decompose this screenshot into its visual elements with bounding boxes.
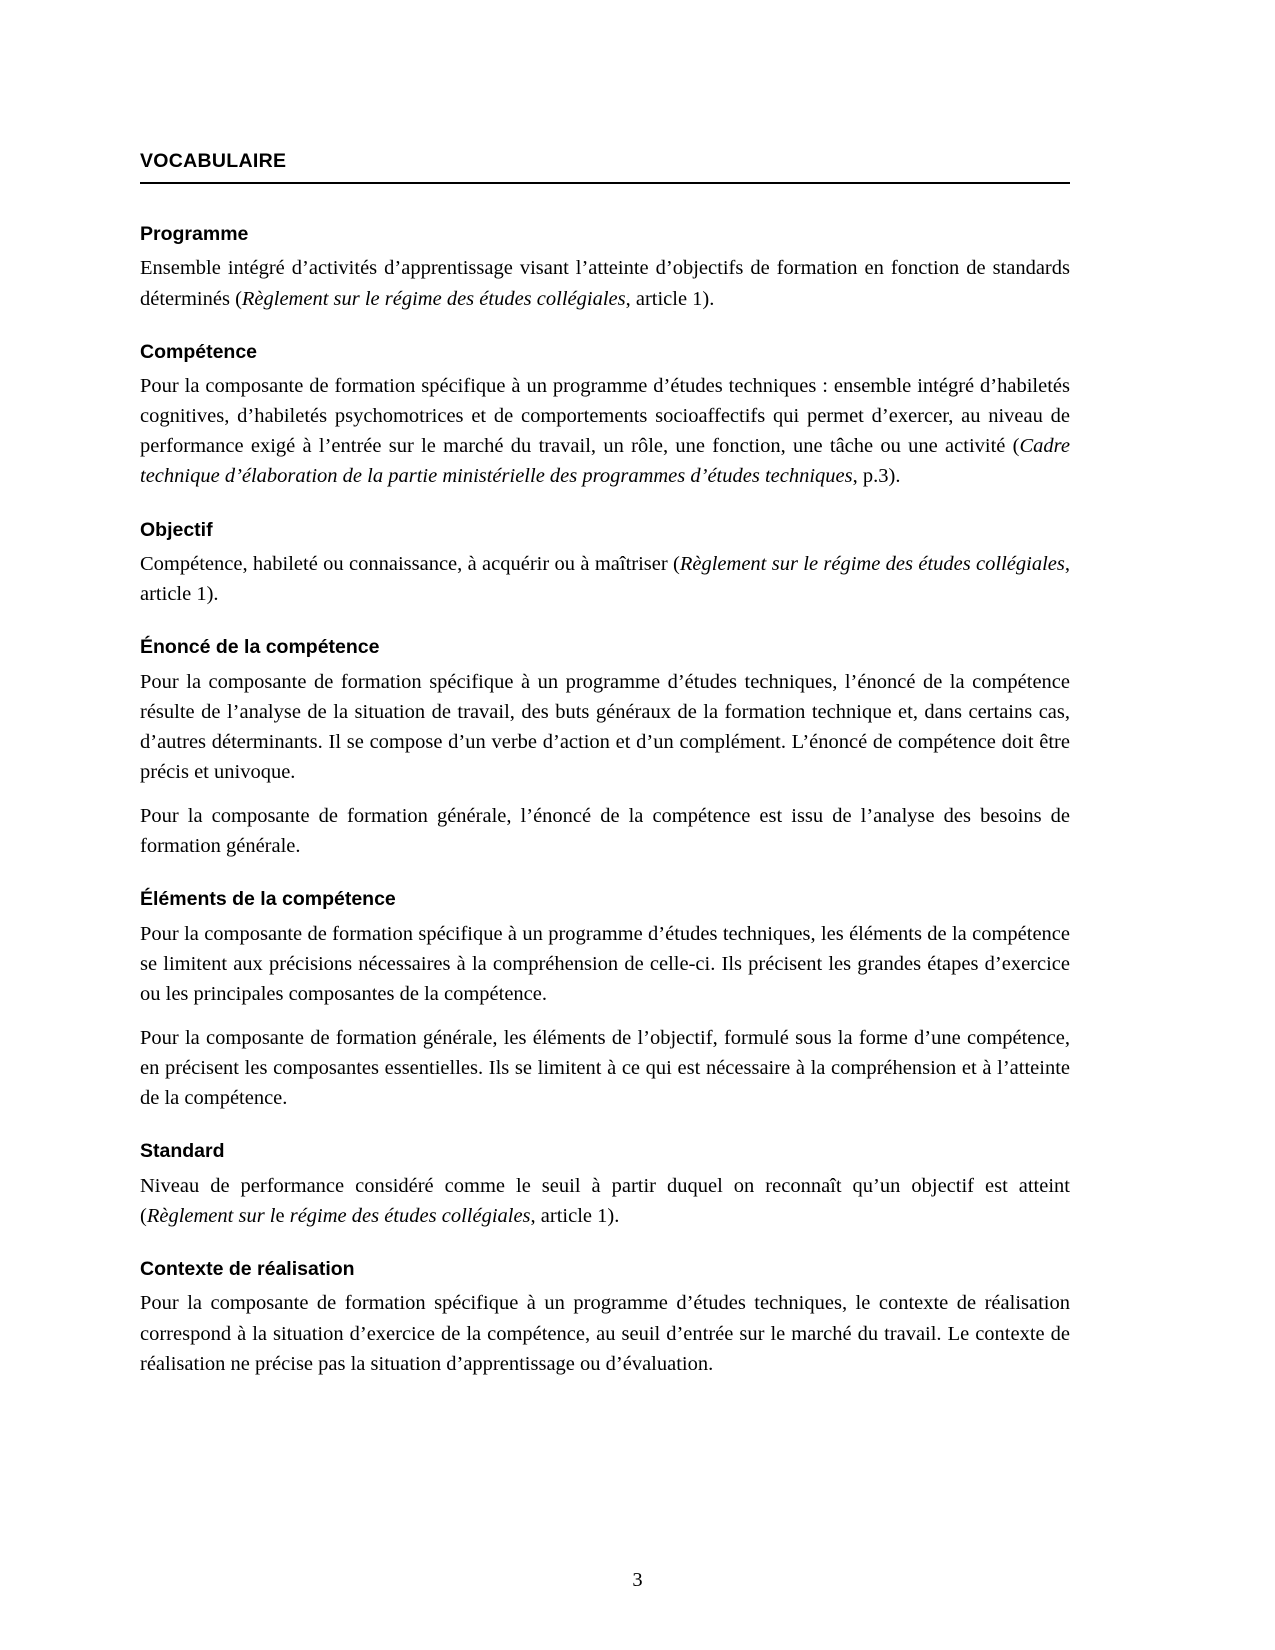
vocabulary-section: [140, 635, 1070, 861]
section-paragraph: [140, 1288, 1070, 1378]
document-body: [140, 222, 1070, 1379]
vocabulary-section: [140, 1257, 1070, 1379]
citation-text: Règlement sur le régime des études collégiales: [241, 287, 626, 310]
section-heading: Éléments de la compétence: [140, 888, 396, 911]
citation-text: Règlement sur le régime des études collégiales: [679, 552, 1065, 575]
paragraph-text: Pour la composante de formation spécifique à un programme d’études techniques : ensemble intégré d’habiletés cognitives, d’habiletés psychomotrices et de comportements socioaffectifs qui permet d’exercer, au niveau de performance exigé à l’entrée sur le marché du travail, un rôle, une fonction, une tâche ou une activité (: [140, 375, 1070, 458]
paragraph-text: , article 1).: [530, 1204, 620, 1227]
section-heading: Énoncé de la compétence: [140, 636, 380, 659]
paragraph-text: Pour la composante de formation spécifique à un programme d’études techniques, les éléments de la compétence se limitent aux précisions nécessaires à la compréhension de celle-ci. Ils précisent les grandes étapes d’exercice ou les principales composantes de la compétence.: [140, 922, 1070, 1005]
section-heading: Objectif: [140, 518, 213, 541]
section-paragraph: [140, 549, 1070, 609]
section-paragraph: [140, 253, 1070, 313]
paragraph-text: Pour la composante de formation spécifique à un programme d’études techniques, l’énoncé de la compétence résulte de l’analyse de la situation de travail, des buts généraux de la formation technique et, dans certains cas, d’autres déterminants. Il se compose d’un verbe d’action et d’un complément. L’énoncé de compétence doit être précis et univoque.: [140, 670, 1070, 783]
citation-text: Cadre technique d’élaboration de la partie ministérielle des programmes d’études techniques: [140, 435, 1070, 488]
paragraph-text: Compétence, habileté ou connaissance, à acquérir ou à maîtriser (: [140, 552, 680, 575]
citation-text: régime des études collégiales: [284, 1204, 531, 1227]
section-heading: Compétence: [140, 340, 258, 363]
vocabulary-section: [140, 340, 1070, 492]
page-number: 3: [632, 1569, 643, 1591]
paragraph-text: Pour la composante de formation générale, l’énoncé de la compétence est issu de l’analyse des besoins de formation générale.: [140, 805, 1070, 858]
vocabulary-section: [140, 222, 1070, 314]
section-paragraph: [140, 1023, 1070, 1113]
paragraph-text: , article 1).: [625, 287, 715, 310]
vocabulary-section: [140, 1139, 1070, 1231]
paragraph-text: Pour la composante de formation spécifique à un programme d’études techniques, le contexte de réalisation correspond à la situation d’exercice de la compétence, au seuil d’entrée sur le marché du travail. Le contexte de réalisation ne précise pas la situation d’apprentissage ou d’évaluation.: [140, 1292, 1070, 1375]
section-paragraph: [140, 919, 1070, 1009]
section-heading: Contexte de réalisation: [140, 1258, 355, 1280]
vocabulary-section: [140, 887, 1070, 1113]
header-divider: [140, 182, 1070, 184]
paragraph-text: , p.3).: [852, 465, 901, 488]
page-header-title: VOCABULAIRE: [140, 150, 287, 172]
paragraph-text: Ensemble intégré d’activités d’apprentissage visant l’atteinte d’objectifs de formation en fonction de standards déterminés (: [140, 257, 1070, 310]
section-paragraph: [140, 667, 1070, 788]
paragraph-text: Pour la composante de formation générale, les éléments de l’objectif, formulé sous la forme d’une compétence, en précisent les composantes essentielles. Ils se limitent à ce qui est nécessaire à la compréhension et à l’atteinte de la compétence.: [140, 1027, 1070, 1110]
paragraph-text: , article 1).: [140, 552, 1070, 605]
section-heading: Programme: [140, 223, 249, 245]
section-heading: Standard: [140, 1140, 225, 1163]
paragraph-text: e: [275, 1204, 285, 1227]
paragraph-text: Niveau de performance considéré comme le seuil à partir duquel on reconnaît qu’un objectif est atteint (: [140, 1174, 1070, 1227]
vocabulary-section: [140, 518, 1070, 610]
section-paragraph: [140, 1171, 1070, 1231]
section-paragraph: [140, 801, 1070, 861]
section-paragraph: [140, 371, 1070, 492]
citation-text: Règlement sur l: [146, 1204, 276, 1227]
